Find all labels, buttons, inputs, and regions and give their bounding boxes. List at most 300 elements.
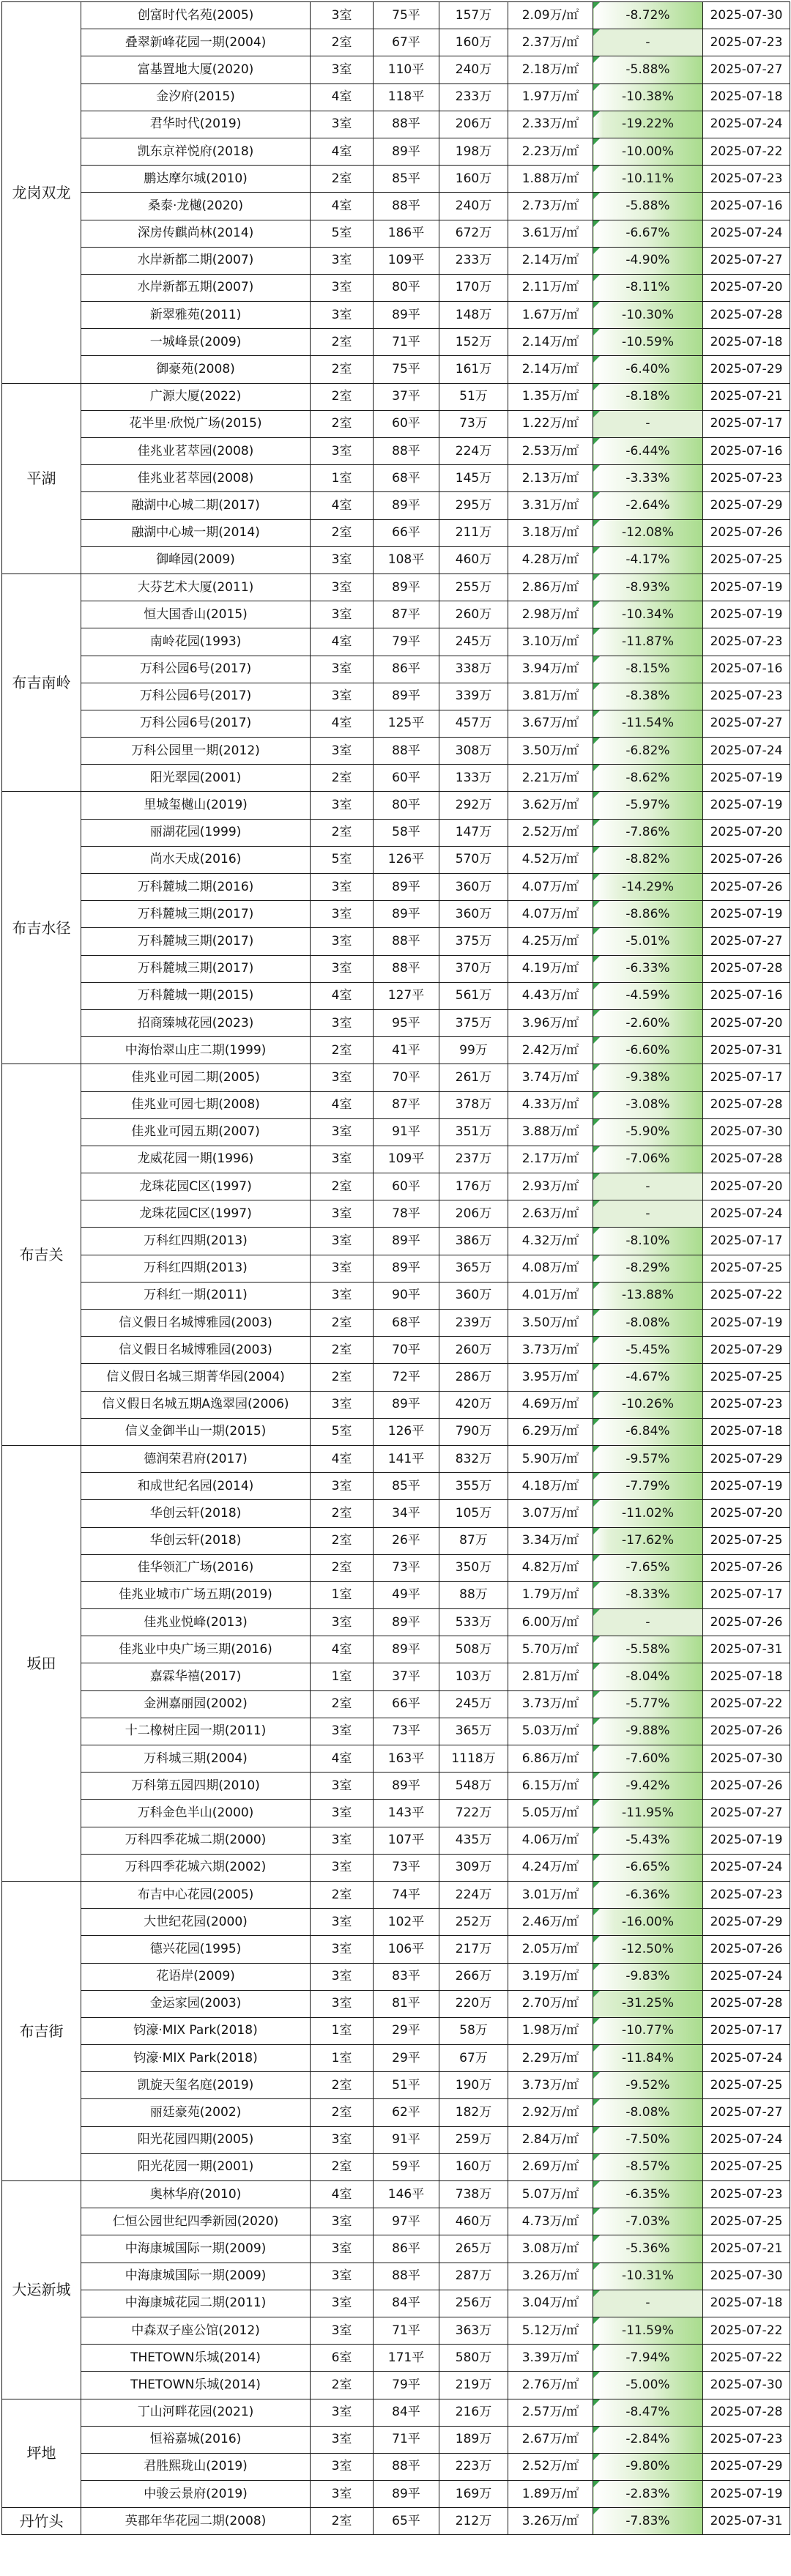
flag-marker-icon — [593, 1392, 600, 1398]
size-cell: 37平 — [374, 383, 439, 410]
date-cell: 2025-07-22 — [703, 1282, 790, 1309]
flag-marker-icon — [593, 302, 600, 308]
community-cell: 万科第五园四期(2010) — [81, 1773, 311, 1800]
change-value: -11.87% — [622, 634, 674, 649]
total-price-cell: 355万 — [439, 1473, 508, 1500]
change-value: -5.45% — [625, 1342, 670, 1357]
layout-cell: 3室 — [311, 1718, 374, 1745]
date-cell: 2025-07-17 — [703, 1064, 790, 1091]
layout-cell: 2室 — [311, 2153, 374, 2180]
flag-marker-icon — [593, 1200, 600, 1207]
date-cell: 2025-07-16 — [703, 982, 790, 1009]
flag-marker-icon — [593, 2018, 600, 2024]
table-row — [2, 2181, 790, 2208]
change-cell — [593, 1445, 703, 1472]
layout-cell: 4室 — [311, 1745, 374, 1773]
flag-marker-icon — [593, 465, 600, 472]
table-row — [2, 1718, 790, 1745]
layout-cell: 5室 — [311, 846, 374, 873]
unit-price-cell: 4.69万/㎡ — [508, 1391, 593, 1418]
flag-marker-icon — [593, 2372, 600, 2378]
total-price-cell: 233万 — [439, 83, 508, 111]
date-cell: 2025-07-18 — [703, 1418, 790, 1445]
community-cell: 万科麓城二期(2016) — [81, 874, 311, 901]
change-cell — [593, 465, 703, 492]
layout-cell: 2室 — [311, 383, 374, 410]
layout-cell: 4室 — [311, 710, 374, 737]
community-cell: 中海康城国际一期(2009) — [81, 2263, 311, 2290]
date-cell: 2025-07-17 — [703, 1581, 790, 1608]
table-row — [2, 111, 790, 138]
unit-price-cell: 3.62万/㎡ — [508, 792, 593, 819]
community-cell: 叠翠新峰花园一期(2004) — [81, 29, 311, 56]
date-cell: 2025-07-29 — [703, 1909, 790, 1936]
community-cell: 中海怡翠山庄二期(1999) — [81, 1037, 311, 1064]
layout-cell: 3室 — [311, 574, 374, 601]
total-price-cell: 240万 — [439, 193, 508, 220]
unit-price-cell: 2.93万/㎡ — [508, 1173, 593, 1200]
flag-marker-icon — [593, 220, 600, 227]
table-row — [2, 1527, 790, 1554]
table-row — [2, 1009, 790, 1036]
community-cell: 水岸新都五期(2007) — [81, 274, 311, 301]
change-value: -12.08% — [622, 525, 674, 541]
table-row — [2, 656, 790, 683]
date-cell: 2025-07-29 — [703, 2453, 790, 2480]
change-value: -8.29% — [625, 1261, 670, 1276]
unit-price-cell: 2.53万/㎡ — [508, 438, 593, 465]
unit-price-cell: 2.14万/㎡ — [508, 247, 593, 274]
date-cell: 2025-07-24 — [703, 111, 790, 138]
change-value: -8.62% — [625, 770, 670, 785]
change-cell — [593, 274, 703, 301]
layout-cell: 1室 — [311, 2045, 374, 2072]
unit-price-cell: 2.86万/㎡ — [508, 574, 593, 601]
community-cell: 万科麓城三期(2017) — [81, 928, 311, 955]
unit-price-cell: 2.17万/㎡ — [508, 1146, 593, 1173]
flag-marker-icon — [593, 956, 600, 962]
community-cell: 万科公园6号(2017) — [81, 683, 311, 710]
date-cell: 2025-07-27 — [703, 928, 790, 955]
layout-cell: 3室 — [311, 1854, 374, 1881]
layout-cell: 3室 — [311, 2263, 374, 2290]
district-cell: 坪地 — [2, 2399, 81, 2508]
size-cell: 88平 — [374, 2263, 439, 2290]
table-row — [2, 465, 790, 492]
size-cell: 87平 — [374, 1091, 439, 1118]
date-cell: 2025-07-31 — [703, 2508, 790, 2535]
district-cell: 布吉关 — [2, 1064, 81, 1446]
date-cell: 2025-07-30 — [703, 2263, 790, 2290]
community-cell: 创富时代名苑(2005) — [81, 2, 311, 29]
community-cell: 大芬艺术大厦(2011) — [81, 574, 311, 601]
change-value: -8.10% — [625, 1233, 670, 1249]
flag-marker-icon — [593, 1228, 600, 1234]
change-value: -6.60% — [625, 1042, 670, 1058]
change-cell — [593, 1173, 703, 1200]
change-value: -5.90% — [625, 1124, 670, 1140]
size-cell: 88平 — [374, 438, 439, 465]
date-cell: 2025-07-24 — [703, 1963, 790, 1990]
layout-cell: 4室 — [311, 2181, 374, 2208]
community-cell: 和成世纪名园(2014) — [81, 1473, 311, 1500]
layout-cell: 3室 — [311, 1064, 374, 1091]
layout-cell: 2室 — [311, 2508, 374, 2535]
total-price-cell: 160万 — [439, 2153, 508, 2180]
total-price-cell: 220万 — [439, 1990, 508, 2017]
change-value: -11.54% — [622, 716, 674, 731]
table-row — [2, 2099, 790, 2126]
change-value: -11.02% — [622, 1505, 674, 1521]
table-row — [2, 2208, 790, 2235]
community-cell: 华创云轩(2018) — [81, 1527, 311, 1554]
table-row — [2, 247, 790, 274]
unit-price-cell: 1.79万/㎡ — [508, 1581, 593, 1608]
unit-price-cell: 3.61万/㎡ — [508, 220, 593, 247]
size-cell: 89平 — [374, 874, 439, 901]
table-row — [2, 1228, 790, 1255]
date-cell: 2025-07-22 — [703, 2345, 790, 2372]
change-value: - — [645, 34, 650, 50]
table-row — [2, 2508, 790, 2535]
table-row — [2, 1581, 790, 1608]
layout-cell: 4室 — [311, 1445, 374, 1472]
table-row — [2, 1881, 790, 1908]
change-cell — [593, 1146, 703, 1173]
total-price-cell: 365万 — [439, 1255, 508, 1282]
date-cell: 2025-07-16 — [703, 438, 790, 465]
unit-price-cell: 5.05万/㎡ — [508, 1800, 593, 1827]
table-row — [2, 329, 790, 356]
change-cell — [593, 656, 703, 683]
size-cell: 70平 — [374, 1064, 439, 1091]
change-cell — [593, 1554, 703, 1581]
size-cell: 70平 — [374, 1337, 439, 1364]
unit-price-cell: 5.90万/㎡ — [508, 1445, 593, 1472]
total-price-cell: 738万 — [439, 2181, 508, 2208]
community-cell: 中森双子座公馆(2012) — [81, 2317, 311, 2344]
date-cell: 2025-07-21 — [703, 383, 790, 410]
unit-price-cell: 2.67万/㎡ — [508, 2426, 593, 2453]
size-cell: 89平 — [374, 1609, 439, 1636]
unit-price-cell: 4.28万/㎡ — [508, 546, 593, 574]
total-price-cell: 157万 — [439, 2, 508, 29]
flag-marker-icon — [593, 1255, 600, 1262]
flag-marker-icon — [593, 901, 600, 907]
layout-cell: 2室 — [311, 410, 374, 437]
flag-marker-icon — [593, 656, 600, 663]
community-cell: 金运家园(2003) — [81, 1990, 311, 2017]
total-price-cell: 256万 — [439, 2290, 508, 2317]
date-cell: 2025-07-25 — [703, 2153, 790, 2180]
size-cell: 108平 — [374, 546, 439, 574]
date-cell: 2025-07-18 — [703, 329, 790, 356]
change-value: -10.31% — [622, 2268, 674, 2284]
change-value: -2.60% — [625, 1015, 670, 1031]
district-cell: 大运新城 — [2, 2181, 81, 2399]
change-value: -11.59% — [622, 2323, 674, 2338]
total-price-cell: 370万 — [439, 955, 508, 982]
flag-marker-icon — [593, 2399, 600, 2406]
size-cell: 89平 — [374, 138, 439, 165]
unit-price-cell: 2.14万/㎡ — [508, 329, 593, 356]
community-cell: 君胜熙珑山(2019) — [81, 2453, 311, 2480]
table-row — [2, 1827, 790, 1854]
total-price-cell: 219万 — [439, 2372, 508, 2399]
size-cell: 107平 — [374, 1827, 439, 1854]
flag-marker-icon — [593, 2454, 600, 2460]
layout-cell: 1室 — [311, 1663, 374, 1690]
layout-cell: 2室 — [311, 519, 374, 546]
date-cell: 2025-07-31 — [703, 1636, 790, 1663]
total-price-cell: 237万 — [439, 1146, 508, 1173]
change-cell — [593, 83, 703, 111]
change-cell — [593, 138, 703, 165]
flag-marker-icon — [593, 248, 600, 254]
layout-cell: 3室 — [311, 1773, 374, 1800]
district-cell: 布吉南岭 — [2, 574, 81, 792]
total-price-cell: 460万 — [439, 546, 508, 574]
layout-cell: 3室 — [311, 2235, 374, 2263]
date-cell: 2025-07-19 — [703, 1310, 790, 1337]
size-cell: 89平 — [374, 2481, 439, 2508]
change-cell — [593, 2208, 703, 2235]
size-cell: 58平 — [374, 819, 439, 846]
flag-marker-icon — [593, 138, 600, 145]
unit-price-cell: 2.23万/㎡ — [508, 138, 593, 165]
change-cell — [593, 1854, 703, 1881]
unit-price-cell: 2.63万/㎡ — [508, 1200, 593, 1228]
change-value: -10.34% — [622, 606, 674, 622]
community-cell: 佳兆业可园二期(2005) — [81, 1064, 311, 1091]
flag-marker-icon — [593, 2317, 600, 2324]
total-price-cell: 308万 — [439, 738, 508, 765]
size-cell: 89平 — [374, 302, 439, 329]
total-price-cell: 580万 — [439, 2345, 508, 2372]
date-cell: 2025-07-21 — [703, 2235, 790, 2263]
change-cell — [593, 1418, 703, 1445]
unit-price-cell: 4.01万/㎡ — [508, 1282, 593, 1309]
layout-cell: 3室 — [311, 738, 374, 765]
total-price-cell: 161万 — [439, 356, 508, 383]
table-row — [2, 765, 790, 792]
flag-marker-icon — [593, 411, 600, 417]
total-price-cell: 548万 — [439, 1773, 508, 1800]
change-cell — [593, 601, 703, 628]
total-price-cell: 350万 — [439, 1554, 508, 1581]
layout-cell: 1室 — [311, 2017, 374, 2044]
unit-price-cell: 2.29万/㎡ — [508, 2045, 593, 2072]
change-cell — [593, 1391, 703, 1418]
change-cell — [593, 683, 703, 710]
flag-marker-icon — [593, 1283, 600, 1289]
change-cell — [593, 1091, 703, 1118]
table-row — [2, 1663, 790, 1690]
community-cell: 万科红四期(2013) — [81, 1228, 311, 1255]
table-row — [2, 1310, 790, 1337]
size-cell: 51平 — [374, 2072, 439, 2099]
unit-price-cell: 3.07万/㎡ — [508, 1500, 593, 1527]
change-value: - — [645, 1178, 650, 1194]
community-cell: 钧濠·MIX Park(2018) — [81, 2017, 311, 2044]
layout-cell: 2室 — [311, 1310, 374, 1337]
table-row — [2, 438, 790, 465]
layout-cell: 3室 — [311, 874, 374, 901]
total-price-cell: 266万 — [439, 1963, 508, 1990]
size-cell: 62平 — [374, 2099, 439, 2126]
date-cell: 2025-07-30 — [703, 2372, 790, 2399]
layout-cell: 2室 — [311, 1500, 374, 1527]
community-cell: 里城玺樾山(2019) — [81, 792, 311, 819]
change-cell — [593, 1282, 703, 1309]
layout-cell: 4室 — [311, 492, 374, 519]
size-cell: 90平 — [374, 1282, 439, 1309]
size-cell: 88平 — [374, 955, 439, 982]
table-row — [2, 83, 790, 111]
change-value: -9.38% — [625, 1069, 670, 1085]
date-cell: 2025-07-28 — [703, 955, 790, 982]
change-cell — [593, 2426, 703, 2453]
total-price-cell: 508万 — [439, 1636, 508, 1663]
layout-cell: 2室 — [311, 2072, 374, 2099]
change-value: -6.40% — [625, 362, 670, 377]
change-cell — [593, 2508, 703, 2535]
size-cell: 89平 — [374, 492, 439, 519]
size-cell: 88平 — [374, 2453, 439, 2480]
change-cell — [593, 982, 703, 1009]
change-cell — [593, 166, 703, 193]
community-cell: 钧濠·MIX Park(2018) — [81, 2045, 311, 2072]
table-row — [2, 819, 790, 846]
unit-price-cell: 2.84万/㎡ — [508, 2126, 593, 2153]
layout-cell: 2室 — [311, 1527, 374, 1554]
total-price-cell: 133万 — [439, 765, 508, 792]
date-cell: 2025-07-20 — [703, 1173, 790, 1200]
change-value: -5.00% — [625, 2377, 670, 2392]
change-cell — [593, 2045, 703, 2072]
table-row — [2, 738, 790, 765]
flag-marker-icon — [593, 2290, 600, 2297]
change-value: -8.11% — [625, 280, 670, 295]
change-cell — [593, 1718, 703, 1745]
table-row — [2, 1037, 790, 1064]
flag-marker-icon — [593, 1473, 600, 1480]
total-price-cell: 790万 — [439, 1418, 508, 1445]
total-price-cell: 561万 — [439, 982, 508, 1009]
flag-marker-icon — [593, 820, 600, 826]
layout-cell: 3室 — [311, 1255, 374, 1282]
community-cell: 万科城三期(2004) — [81, 1745, 311, 1773]
size-cell: 86平 — [374, 656, 439, 683]
flag-marker-icon — [593, 84, 600, 91]
change-value: -8.08% — [625, 2105, 670, 2120]
unit-price-cell: 2.81万/㎡ — [508, 1663, 593, 1690]
date-cell: 2025-07-29 — [703, 492, 790, 519]
unit-price-cell: 4.32万/㎡ — [508, 1228, 593, 1255]
change-cell — [593, 193, 703, 220]
change-cell — [593, 1690, 703, 1718]
date-cell: 2025-07-26 — [703, 1554, 790, 1581]
date-cell: 2025-07-28 — [703, 1146, 790, 1173]
unit-price-cell: 2.70万/㎡ — [508, 1990, 593, 2017]
change-cell — [593, 1037, 703, 1064]
date-cell: 2025-07-26 — [703, 874, 790, 901]
change-cell — [593, 1827, 703, 1854]
total-price-cell: 292万 — [439, 792, 508, 819]
flag-marker-icon — [593, 2154, 600, 2161]
total-price-cell: 160万 — [439, 166, 508, 193]
size-cell: 75平 — [374, 2, 439, 29]
community-cell: 万科金色半山(2000) — [81, 1800, 311, 1827]
change-cell — [593, 1310, 703, 1337]
unit-price-cell: 2.37万/㎡ — [508, 29, 593, 56]
community-cell: 金汐府(2015) — [81, 83, 311, 111]
size-cell: 73平 — [374, 1554, 439, 1581]
change-value: -6.33% — [625, 961, 670, 976]
layout-cell: 4室 — [311, 1636, 374, 1663]
change-cell — [593, 1936, 703, 1963]
size-cell: 89平 — [374, 1228, 439, 1255]
community-cell: 万科公园6号(2017) — [81, 656, 311, 683]
table-row — [2, 1200, 790, 1228]
size-cell: 60平 — [374, 1173, 439, 1200]
change-value: -2.83% — [625, 2486, 670, 2501]
change-value: -31.25% — [622, 1996, 674, 2011]
date-cell: 2025-07-19 — [703, 1827, 790, 1854]
size-cell: 73平 — [374, 1718, 439, 1745]
date-cell: 2025-07-30 — [703, 1745, 790, 1773]
layout-cell: 3室 — [311, 1200, 374, 1228]
unit-price-cell: 3.95万/㎡ — [508, 1364, 593, 1391]
layout-cell: 2室 — [311, 1554, 374, 1581]
layout-cell: 4室 — [311, 138, 374, 165]
community-cell: 融湖中心城一期(2014) — [81, 519, 311, 546]
date-cell: 2025-07-23 — [703, 465, 790, 492]
layout-cell: 2室 — [311, 2099, 374, 2126]
change-cell — [593, 1118, 703, 1146]
size-cell: 97平 — [374, 2208, 439, 2235]
change-cell — [593, 1364, 703, 1391]
unit-price-cell: 1.22万/㎡ — [508, 410, 593, 437]
size-cell: 89平 — [374, 574, 439, 601]
total-price-cell: 295万 — [439, 492, 508, 519]
unit-price-cell: 2.76万/㎡ — [508, 2372, 593, 2399]
size-cell: 91平 — [374, 2126, 439, 2153]
community-cell: 德润荣君府(2017) — [81, 1445, 311, 1472]
change-cell — [593, 574, 703, 601]
table-row — [2, 2399, 790, 2426]
size-cell: 85平 — [374, 1473, 439, 1500]
table-row — [2, 1146, 790, 1173]
size-cell: 66平 — [374, 519, 439, 546]
change-cell — [593, 492, 703, 519]
change-cell — [593, 438, 703, 465]
total-price-cell: 190万 — [439, 2072, 508, 2099]
layout-cell: 3室 — [311, 302, 374, 329]
date-cell: 2025-07-27 — [703, 1800, 790, 1827]
change-value: -9.57% — [625, 1451, 670, 1466]
unit-price-cell: 2.52万/㎡ — [508, 819, 593, 846]
community-cell: 御豪苑(2008) — [81, 356, 311, 383]
unit-price-cell: 3.74万/㎡ — [508, 1064, 593, 1091]
change-cell — [593, 546, 703, 574]
change-cell — [593, 2, 703, 29]
size-cell: 75平 — [374, 356, 439, 383]
change-cell — [593, 111, 703, 138]
date-cell: 2025-07-27 — [703, 56, 790, 83]
layout-cell: 3室 — [311, 2290, 374, 2317]
change-value: -10.11% — [622, 171, 674, 186]
